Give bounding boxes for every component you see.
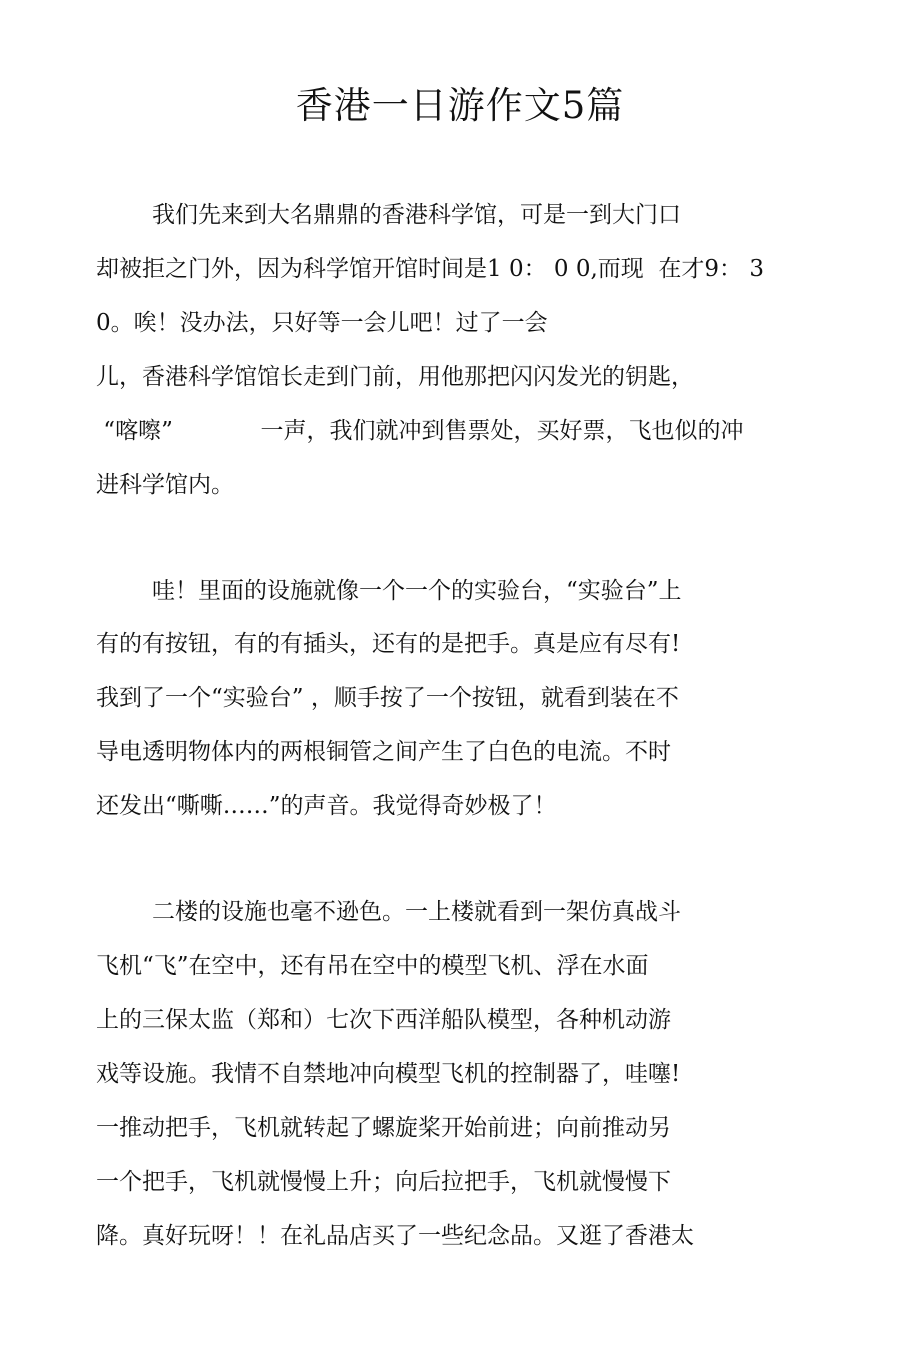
paragraph-1-line-4: 儿，香港科学馆馆长走到门前，用他那把闪闪发光的钥匙， [96,364,694,390]
paragraph-2-line-1: 哇！里面的设施就像一个一个的实验台，“实验台”上 [152,578,682,604]
paragraph-1-line-6: 进科学馆内。 [96,472,234,498]
paragraph-2-line-4: 导电透明物体内的两根铜管之间产生了白色的电流。不时 [96,739,671,765]
paragraph-3-line-6: 一个把手，飞机就慢慢上升；向后拉把手，飞机就慢慢下 [96,1169,671,1195]
paragraph-1-line-3: 0。唉！没办法，只好等一会儿吧！过了一会 [96,310,548,336]
paragraph-3-line-1: 二楼的设施也毫不逊色。一上楼就看到一架仿真战斗 [152,899,681,925]
paragraph-2-line-3: 我到了一个“实验台” ，顺手按了一个按钮，就看到装在不 [96,685,679,711]
paragraph-3-line-2: 飞机“飞”在空中，还有吊在空中的模型飞机、浮在水面 [96,953,649,979]
paragraph-1-line-5: “喀嚓” 一声，我们就冲到售票处，买好票，飞也似的冲 [96,418,744,444]
paragraph-2-line-5: 还发出“嘶嘶……”的声音。我觉得奇妙极了！ [96,793,557,819]
paragraph-3-line-5: 一推动把手，飞机就转起了螺旋桨开始前进；向前推动另 [96,1115,671,1141]
paragraph-3-line-3: 上的三保太监（郑和）七次下西洋船队模型，各种机动游 [96,1007,671,1033]
paragraph-2-line-2: 有的有按钮，有的有插头，还有的是把手。真是应有尽有! [96,631,681,657]
document-title: 香港一日游作文5篇 [295,84,625,127]
paragraph-3-line-4: 戏等设施。我情不自禁地冲向模型飞机的控制器了，哇噻! [96,1061,681,1087]
paragraph-1-line-2: 却被拒之门外，因为科学馆开馆时间是1 0： 0 0,而现 在才9： 3 [96,256,764,282]
paragraph-1-line-1: 我们先来到大名鼎鼎的香港科学馆，可是一到大门口 [152,202,681,228]
paragraph-3-line-7: 降。真好玩呀！！在礼品店买了一些纪念品。又逛了香港太 [96,1223,694,1249]
